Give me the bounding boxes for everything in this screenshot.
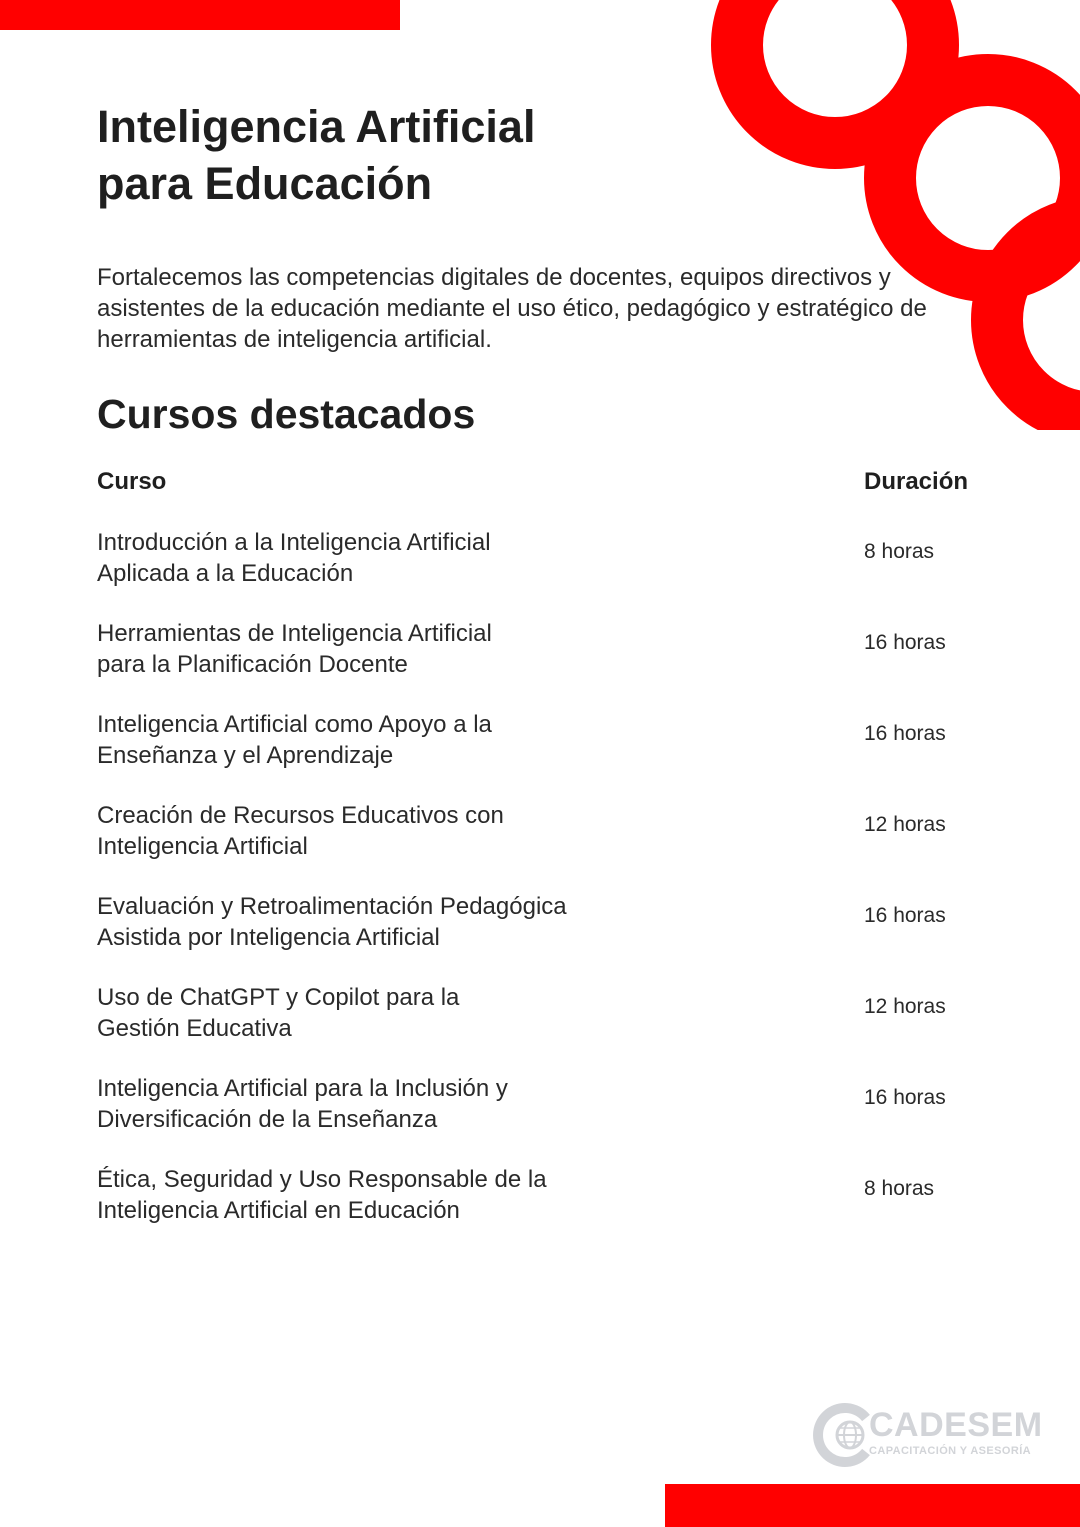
page-title-line-1: Inteligencia Artificial [97, 101, 536, 152]
course-name-line-2: Aplicada a la Educación [97, 559, 354, 587]
course-duration: 16 horas [864, 904, 946, 927]
course-duration: 12 horas [864, 995, 946, 1018]
course-name-line-2: Enseñanza y el Aprendizaje [97, 741, 394, 769]
course-name-line-1: Creación de Recursos Educativos con [97, 802, 504, 829]
course-name-line-1: Inteligencia Artificial como Apoyo a la [97, 711, 492, 738]
course-name [97, 983, 717, 1044]
course-name [97, 710, 717, 771]
course-name [97, 801, 717, 862]
course-duration: 16 horas [864, 1086, 946, 1109]
course-duration: 8 horas [864, 1177, 935, 1200]
logo-name: CADESEM [869, 1406, 1043, 1444]
course-duration: 16 horas [864, 631, 946, 654]
course-duration: 8 horas [864, 540, 935, 563]
course-name-line-1: Introducción a la Inteligencia Artificial [97, 529, 491, 556]
top-accent-bar [0, 0, 400, 30]
page-title [97, 98, 737, 212]
column-header-course: Curso [97, 468, 167, 495]
course-name [97, 528, 717, 589]
course-name-line-2: Asistida por Inteligencia Artificial [97, 923, 440, 951]
course-name [97, 619, 717, 680]
course-duration: 12 horas [864, 813, 946, 836]
table-row [97, 1074, 997, 1165]
intro-paragraph: Fortalecemos las competencias digitales de docentes, equipos directivos y asistentes de la educación mediante el uso ético, pedagógico y estratégico de herramientas de inteligencia artificial. [97, 264, 927, 353]
bottom-accent-bar [665, 1484, 1080, 1527]
table-row [97, 619, 997, 710]
table-row [97, 983, 997, 1074]
cadesem-logo [812, 1402, 1052, 1468]
course-name-line-1: Evaluación y Retroalimentación Pedagógica [97, 893, 567, 920]
decorative-loops-graphic [700, 0, 1080, 430]
course-name [97, 892, 717, 953]
courses-table [97, 528, 997, 1256]
page-title-line-2: para Educación [97, 158, 433, 209]
course-name-line-1: Inteligencia Artificial para la Inclusión y [97, 1075, 508, 1102]
courses-heading: Cursos destacados [97, 391, 476, 437]
course-name [97, 1074, 717, 1135]
course-duration: 16 horas [864, 722, 946, 745]
table-row [97, 528, 997, 619]
column-header-duration: Duración [864, 468, 969, 495]
course-name-line-2: para la Planificación Docente [97, 650, 408, 678]
course-name-line-1: Uso de ChatGPT y Copilot para la [97, 984, 460, 1011]
course-name-line-2: Inteligencia Artificial [97, 832, 308, 860]
table-row [97, 710, 997, 801]
course-name-line-1: Herramientas de Inteligencia Artificial [97, 620, 492, 647]
table-row [97, 801, 997, 892]
logo-tagline: CAPACITACIÓN Y ASESORÍA [869, 1445, 1031, 1457]
course-name-line-1: Ética, Seguridad y Uso Responsable de la [97, 1166, 547, 1193]
course-name-line-2: Gestión Educativa [97, 1014, 292, 1042]
table-row [97, 892, 997, 983]
course-name-line-2: Inteligencia Artificial en Educación [97, 1196, 460, 1224]
course-name-line-2: Diversificación de la Enseñanza [97, 1105, 438, 1133]
table-row [97, 1165, 997, 1256]
course-name [97, 1165, 717, 1226]
